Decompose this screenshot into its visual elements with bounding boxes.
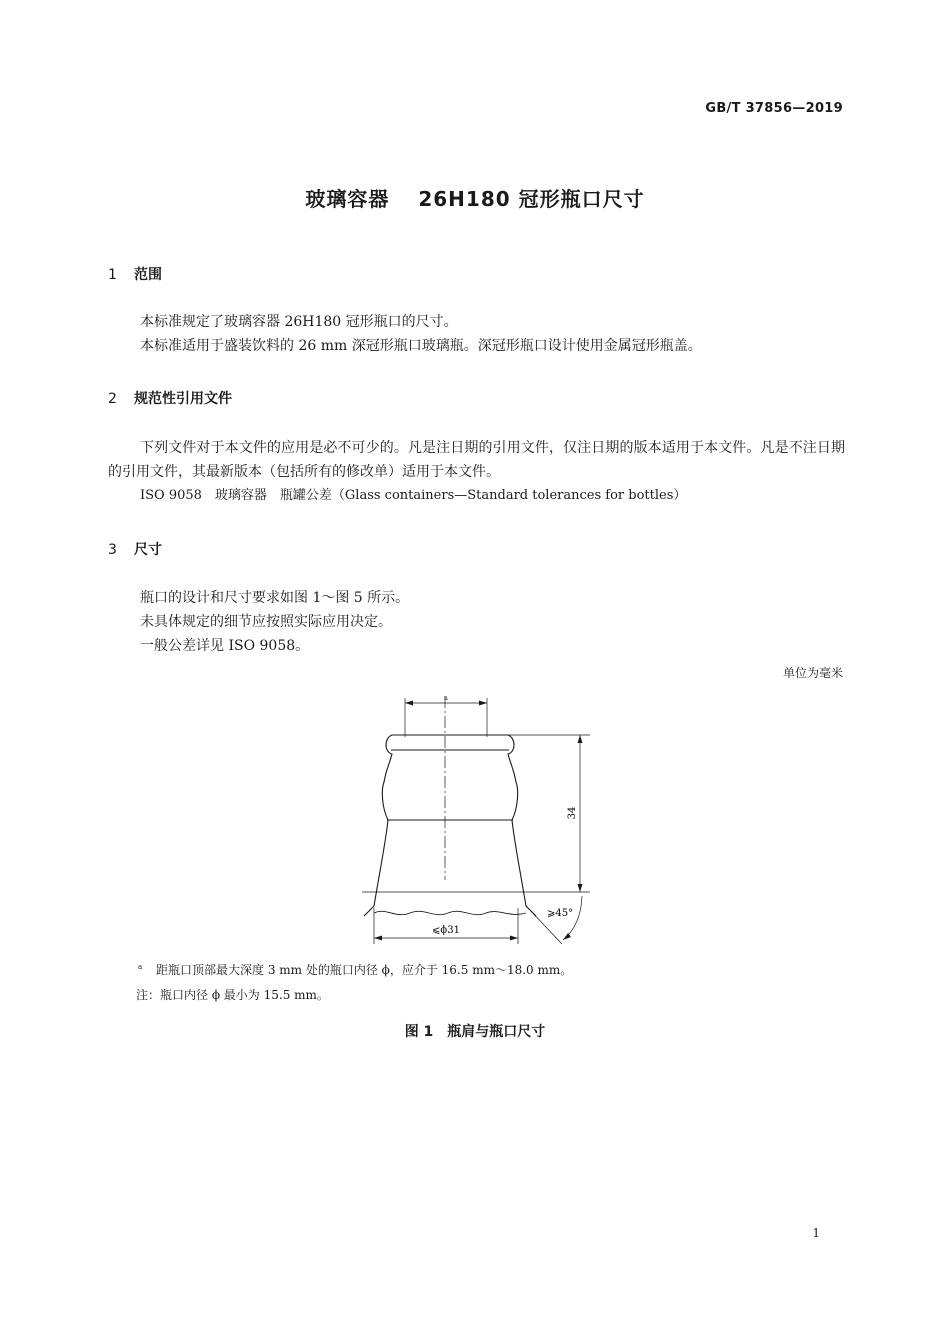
reference-iso-9058: ISO 9058 玻璃容器 瓶罐公差（Glass containers—Standard tolerances for bottles）: [140, 488, 687, 503]
section-number: 2: [108, 391, 117, 407]
paragraph: 本标准适用于盛装饮料的 26 mm 深冠形瓶口玻璃瓶。深冠形瓶口设计使用金属冠形瓶盖。: [140, 338, 702, 354]
figure-footnote-a: [138, 961, 572, 978]
section-number: 1: [108, 267, 117, 283]
footnote-text: 距瓶口顶部最大深度 3 mm 处的瓶口内径 ϕ，应介于 16.5 mm～18.0 mm。: [156, 963, 573, 977]
section-2-heading: [108, 388, 232, 408]
arrowhead: [563, 933, 571, 940]
paragraph: 一般公差详见 ISO 9058。: [140, 638, 310, 654]
arrowhead: [479, 701, 487, 706]
dim-a-label: a: [444, 695, 448, 702]
dim-diameter-label: ⩽ϕ31: [432, 925, 460, 936]
section-title: 规范性引用文件: [134, 391, 232, 407]
section-2-body: [108, 436, 845, 508]
section-1-heading: [108, 264, 162, 284]
footnote-marker: a: [138, 963, 143, 971]
bottle-outline: [364, 735, 536, 916]
arrowhead: [405, 701, 413, 706]
figure-note: 注：瓶口内径 ϕ 最小为 15.5 mm。: [136, 988, 329, 1002]
document-title: 玻璃容器 26H180 冠形瓶口尺寸: [305, 187, 645, 211]
break-line: [374, 911, 526, 914]
dim-angle-label: ⩾45°: [547, 908, 574, 919]
figure-caption: 图 1 瓶肩与瓶口尺寸: [404, 1024, 546, 1040]
arrowhead: [578, 884, 583, 892]
section-title: 范围: [134, 267, 162, 283]
paragraph: 未具体规定的细节应按照实际应用决定。: [140, 614, 392, 630]
unit-note: 单位为毫米: [782, 666, 843, 680]
bottle-finish-drawing: [340, 690, 620, 950]
section-3-body: [108, 586, 845, 658]
section-1-body: [108, 310, 845, 358]
section-3-heading: [108, 539, 162, 559]
paragraph: 本标准规定了玻璃容器 26H180 冠形瓶口的尺寸。: [140, 314, 458, 330]
section-title: 尺寸: [134, 542, 162, 558]
section-number: 3: [108, 542, 117, 558]
page-number: 1: [812, 1226, 820, 1240]
arrowhead: [510, 936, 518, 941]
standard-code: GB/T 37856—2019: [705, 101, 843, 116]
paragraph: 下列文件对于本文件的应用是必不可少的。凡是注日期的引用文件，仅注日期的版本适用于本文件。凡是不注日期的引用文件，其最新版本（包括所有的修改单）适用于本文件。: [108, 440, 845, 480]
paragraph: 瓶口的设计和尺寸要求如图 1～图 5 所示。: [140, 590, 410, 606]
arrowhead: [578, 735, 583, 743]
arrowhead: [374, 936, 382, 941]
dim-height-label: 34: [567, 806, 578, 820]
